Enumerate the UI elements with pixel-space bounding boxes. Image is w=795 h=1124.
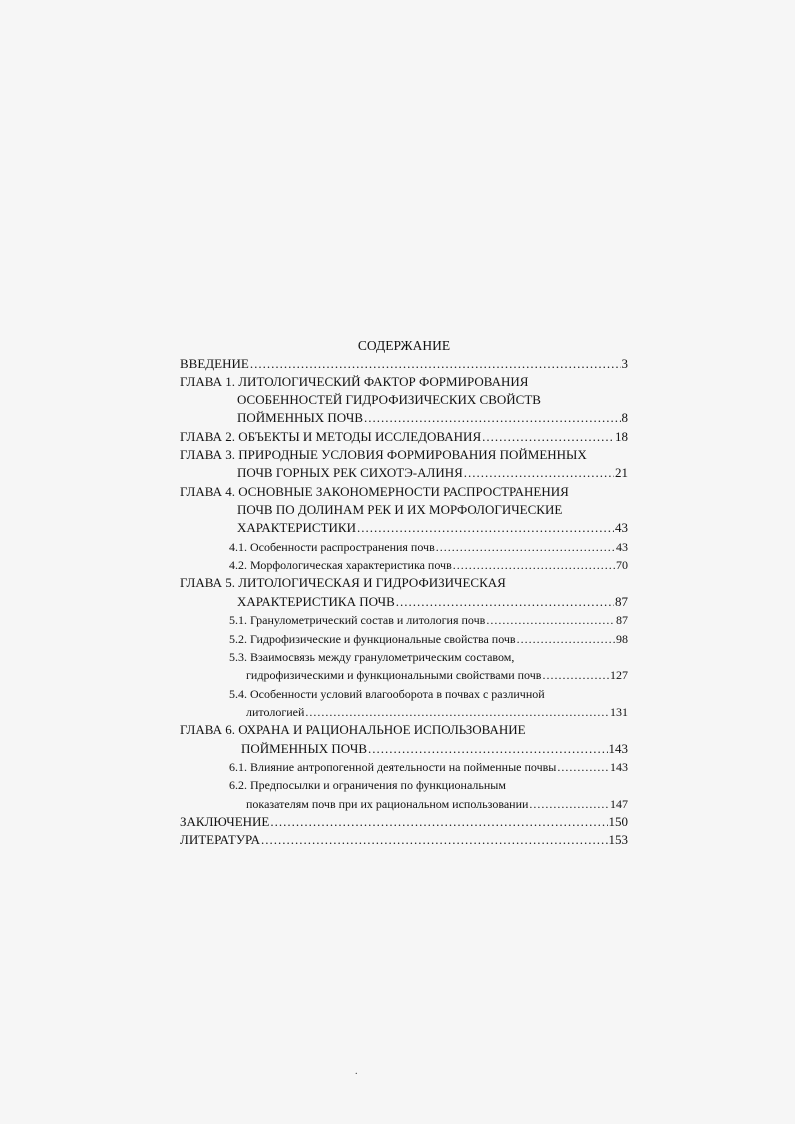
leader-dots	[529, 795, 609, 813]
toc-entry-s61	[229, 758, 628, 776]
toc-entry-text: ПОЧВ ГОРНЫХ РЕК СИХОТЭ-АЛИНЯ	[237, 465, 463, 480]
toc-page-number: 18	[615, 429, 628, 444]
toc-entry-s53	[246, 666, 628, 684]
toc-page-number: 143	[610, 760, 628, 774]
toc-entry-conclusion	[180, 813, 628, 831]
leader-dots	[557, 758, 609, 776]
toc-page-number: 43	[615, 520, 628, 535]
toc-entry-ch5-line1: ГЛАВА 5. ЛИТОЛОГИЧЕСКАЯ И ГИДРОФИЗИЧЕСКАЯ	[180, 575, 506, 590]
toc-entry-text: 4.2. Морфологическая характеристика почв	[229, 558, 452, 572]
leader-dots	[368, 740, 608, 758]
toc-page-number: 70	[616, 558, 628, 572]
toc-page-number: 87	[615, 594, 628, 609]
leader-dots	[517, 630, 615, 648]
leader-dots	[396, 593, 614, 611]
leader-dots	[270, 813, 607, 831]
leader-dots	[542, 666, 609, 684]
leader-dots	[436, 538, 615, 556]
toc-entry-s41	[229, 538, 628, 556]
toc-page-number: 8	[621, 410, 628, 425]
toc-entry-s54	[246, 703, 628, 721]
leader-dots	[364, 409, 621, 427]
leader-dots	[482, 428, 614, 446]
toc-entry-s53-line1: 5.3. Взаимосвязь между гранулометрическим составом,	[229, 650, 515, 664]
toc-entry-s42	[229, 556, 628, 574]
toc-page-number: 127	[610, 668, 628, 682]
toc-entry-text: 5.1. Гранулометрический состав и литология почв	[229, 613, 486, 627]
toc-entry-s51	[229, 611, 628, 629]
toc-entry-text: показателям почв при их рациональном использовании	[246, 797, 529, 811]
leader-dots	[250, 355, 621, 373]
toc-entry-ch4	[237, 519, 628, 537]
toc-entry-ch2	[180, 428, 628, 446]
toc-entry-s52	[229, 630, 628, 648]
toc-entry-text: литологией	[246, 705, 305, 719]
toc-entry-ch1-line1: ГЛАВА 1. ЛИТОЛОГИЧЕСКИЙ ФАКТОР ФОРМИРОВАНИЯ	[180, 374, 529, 389]
toc-entry-ch1	[237, 409, 628, 427]
toc-entry-s62-line1: 6.2. Предпосылки и ограничения по функциональным	[229, 778, 506, 792]
footer-mark: .	[355, 1066, 358, 1077]
toc-entry-text: ГЛАВА 2. ОБЪЕКТЫ И МЕТОДЫ ИССЛЕДОВАНИЯ	[180, 429, 482, 444]
toc-page-number: 98	[616, 632, 628, 646]
toc-entry-text: ЛИТЕРАТУРА	[180, 832, 260, 847]
toc-entry-ch5	[237, 593, 628, 611]
toc-entry-ch6-line1: ГЛАВА 6. ОХРАНА И РАЦИОНАЛЬНОЕ ИСПОЛЬЗОВАНИЕ	[180, 722, 526, 737]
toc-entry-text: ПОЙМЕННЫХ ПОЧВ	[241, 741, 367, 756]
toc-entry-text: ХАРАКТЕРИСТИКИ	[237, 520, 356, 535]
toc-page-number: 3	[621, 356, 628, 371]
leader-dots	[305, 703, 609, 721]
toc-page-number: 87	[616, 613, 628, 627]
toc-page-number: 131	[610, 705, 628, 719]
toc-entry-intro	[180, 355, 628, 373]
leader-dots	[357, 519, 614, 537]
toc-entry-text: ПОЙМЕННЫХ ПОЧВ	[237, 410, 363, 425]
toc-entry-text: ЗАКЛЮЧЕНИЕ	[180, 814, 270, 829]
leader-dots	[261, 831, 608, 849]
toc-title: СОДЕРЖАНИЕ	[357, 338, 451, 353]
toc-entry-text: гидрофизическими и функциональными свойствами почв	[246, 668, 542, 682]
leader-dots	[486, 611, 615, 629]
toc-entry-ch4-line2: ПОЧВ ПО ДОЛИНАМ РЕК И ИХ МОРФОЛОГИЧЕСКИЕ	[237, 502, 563, 517]
toc-page-number: 43	[616, 540, 628, 554]
toc-entry-s62	[246, 795, 628, 813]
toc-entry-ch3	[237, 464, 628, 482]
toc-page-number: 143	[608, 741, 628, 756]
toc-entry-ch3-line1: ГЛАВА 3. ПРИРОДНЫЕ УСЛОВИЯ ФОРМИРОВАНИЯ ПОЙМЕННЫХ	[180, 447, 587, 462]
leader-dots	[464, 464, 614, 482]
toc-entry-ch4-line1: ГЛАВА 4. ОСНОВНЫЕ ЗАКОНОМЕРНОСТИ РАСПРОСТРАНЕНИЯ	[180, 484, 569, 499]
toc-entry-text: ВВЕДЕНИЕ	[180, 356, 249, 371]
toc-entry-text: 6.1. Влияние антропогенной деятельности на пойменные почвы	[229, 760, 557, 774]
leader-dots	[453, 556, 615, 574]
toc-entry-ch6	[241, 740, 628, 758]
toc-page-number: 150	[608, 814, 628, 829]
toc-page-number: 21	[615, 465, 628, 480]
toc-entry-ch1-line2: ОСОБЕННОСТЕЙ ГИДРОФИЗИЧЕСКИХ СВОЙСТВ	[237, 392, 541, 407]
toc-entry-s54-line1: 5.4. Особенности условий влагооборота в почвах с различной	[229, 687, 545, 701]
toc-entry-literature	[180, 831, 628, 849]
toc-entry-text: 4.1. Особенности распространения почв	[229, 540, 435, 554]
toc-entry-text: ХАРАКТЕРИСТИКА ПОЧВ	[237, 594, 395, 609]
toc-entry-text: 5.2. Гидрофизические и функциональные свойства почв	[229, 632, 516, 646]
toc-page-number: 153	[608, 832, 628, 847]
toc-page-number: 147	[610, 797, 628, 811]
